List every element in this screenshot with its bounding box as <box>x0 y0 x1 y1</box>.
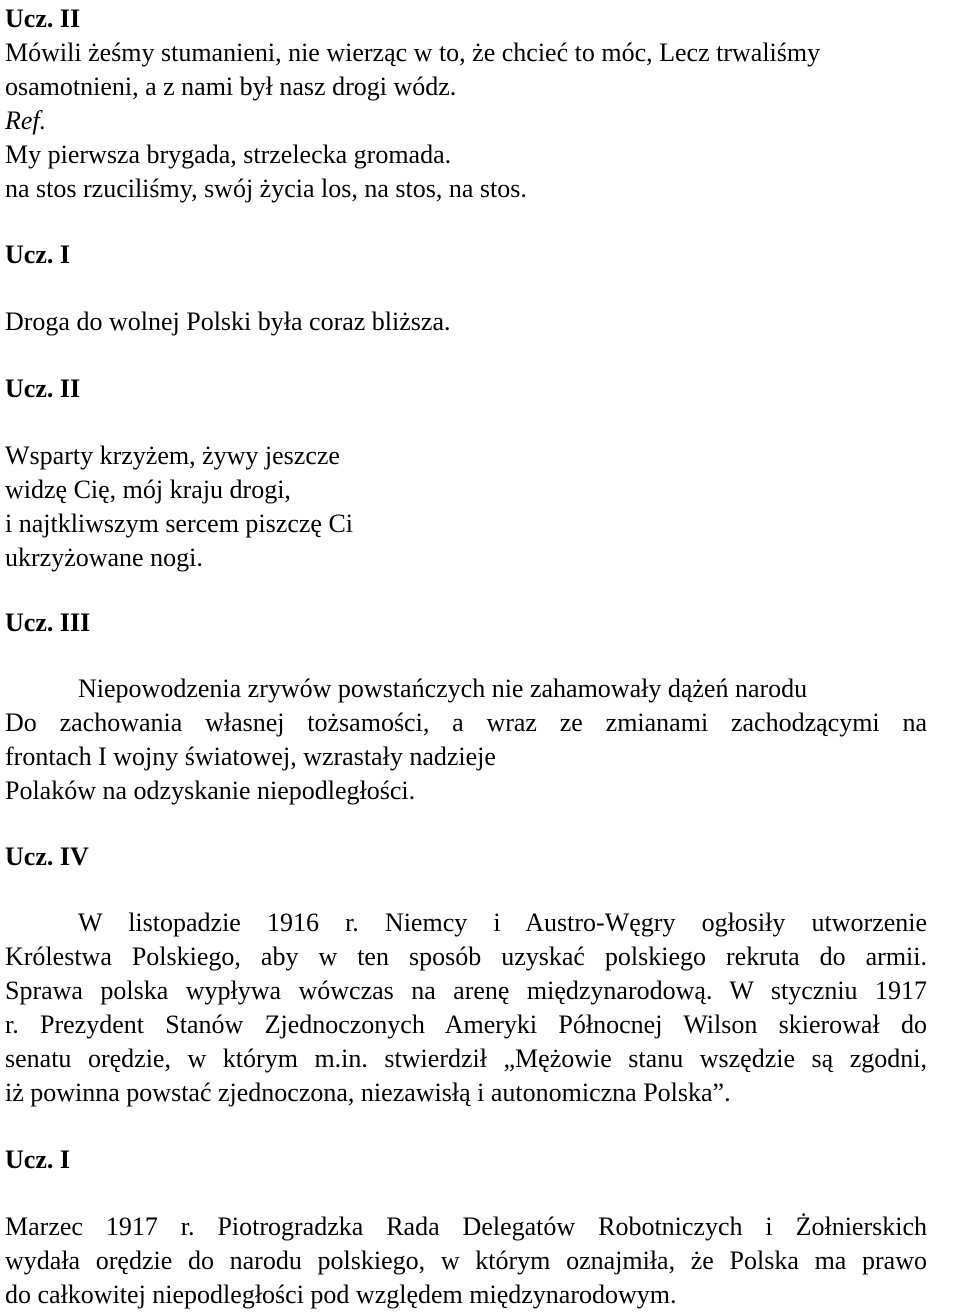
speaker-label: Ucz. II <box>5 4 81 33</box>
speaker-label: Ucz. III <box>5 608 91 637</box>
refrain-label: Ref. <box>5 106 47 135</box>
text-line: Polaków na odzyskanie niepodległości. <box>5 776 416 805</box>
text-line: senatu orędzie, w którym m.in. stwierdził „Mężowie stanu wszędzie są zgodni, <box>5 1044 927 1073</box>
text-line: My pierwsza brygada, strzelecka gromada. <box>5 140 452 169</box>
text-line: frontach I wojny światowej, wzrastały nadzieje <box>5 742 496 771</box>
text-line: iż powinna powstać zjednoczona, niezawisłą i autonomiczna Polska”. <box>5 1078 731 1107</box>
text-line: Marzec 1917 r. Piotrogradzka Rada Delegatów Robotniczych i Żołnierskich <box>5 1212 927 1241</box>
text-line: widzę Cię, mój kraju drogi, <box>5 475 291 504</box>
text-line: Mówili żeśmy stumanieni, nie wierząc w to, że chcieć to móc, Lecz trwaliśmy <box>5 38 821 67</box>
speaker-label: Ucz. IV <box>5 842 89 871</box>
text-line: wydała orędzie do narodu polskiego, w którym oznajmiła, że Polska ma prawo <box>5 1246 927 1275</box>
text-line: Niepowodzenia zrywów powstańczych nie zahamowały dążeń narodu <box>78 674 808 703</box>
text-line: i najtkliwszym sercem piszczę Ci <box>5 509 354 538</box>
text-line: do całkowitej niepodległości pod względem międzynarodowym. <box>5 1280 677 1309</box>
text-line: Wsparty krzyżem, żywy jeszcze <box>5 441 340 470</box>
text-line: Droga do wolnej Polski była coraz bliższa. <box>5 307 451 336</box>
text-line: Do zachowania własnej tożsamości, a wraz ze zmianami zachodzącymi na <box>5 708 927 737</box>
text-line: r. Prezydent Stanów Zjednoczonych Ameryki Północnej Wilson skierował do <box>5 1010 927 1039</box>
text-line: na stos rzuciliśmy, swój życia los, na stos, na stos. <box>5 174 527 203</box>
text-line: Sprawa polska wypływa wówczas na arenę międzynarodową. W styczniu 1917 <box>5 976 927 1005</box>
text-line: Królestwa Polskiego, aby w ten sposób uzyskać polskiego rekruta do armii. <box>5 942 927 971</box>
speaker-label: Ucz. I <box>5 240 70 269</box>
speaker-label: Ucz. II <box>5 374 81 403</box>
speaker-label: Ucz. I <box>5 1145 70 1174</box>
text-line: ukrzyżowane nogi. <box>5 543 203 572</box>
text-line: osamotnieni, a z nami był nasz drogi wódz. <box>5 72 457 101</box>
text-line: W listopadzie 1916 r. Niemcy i Austro-Węgry ogłosiły utworzenie <box>78 908 927 937</box>
